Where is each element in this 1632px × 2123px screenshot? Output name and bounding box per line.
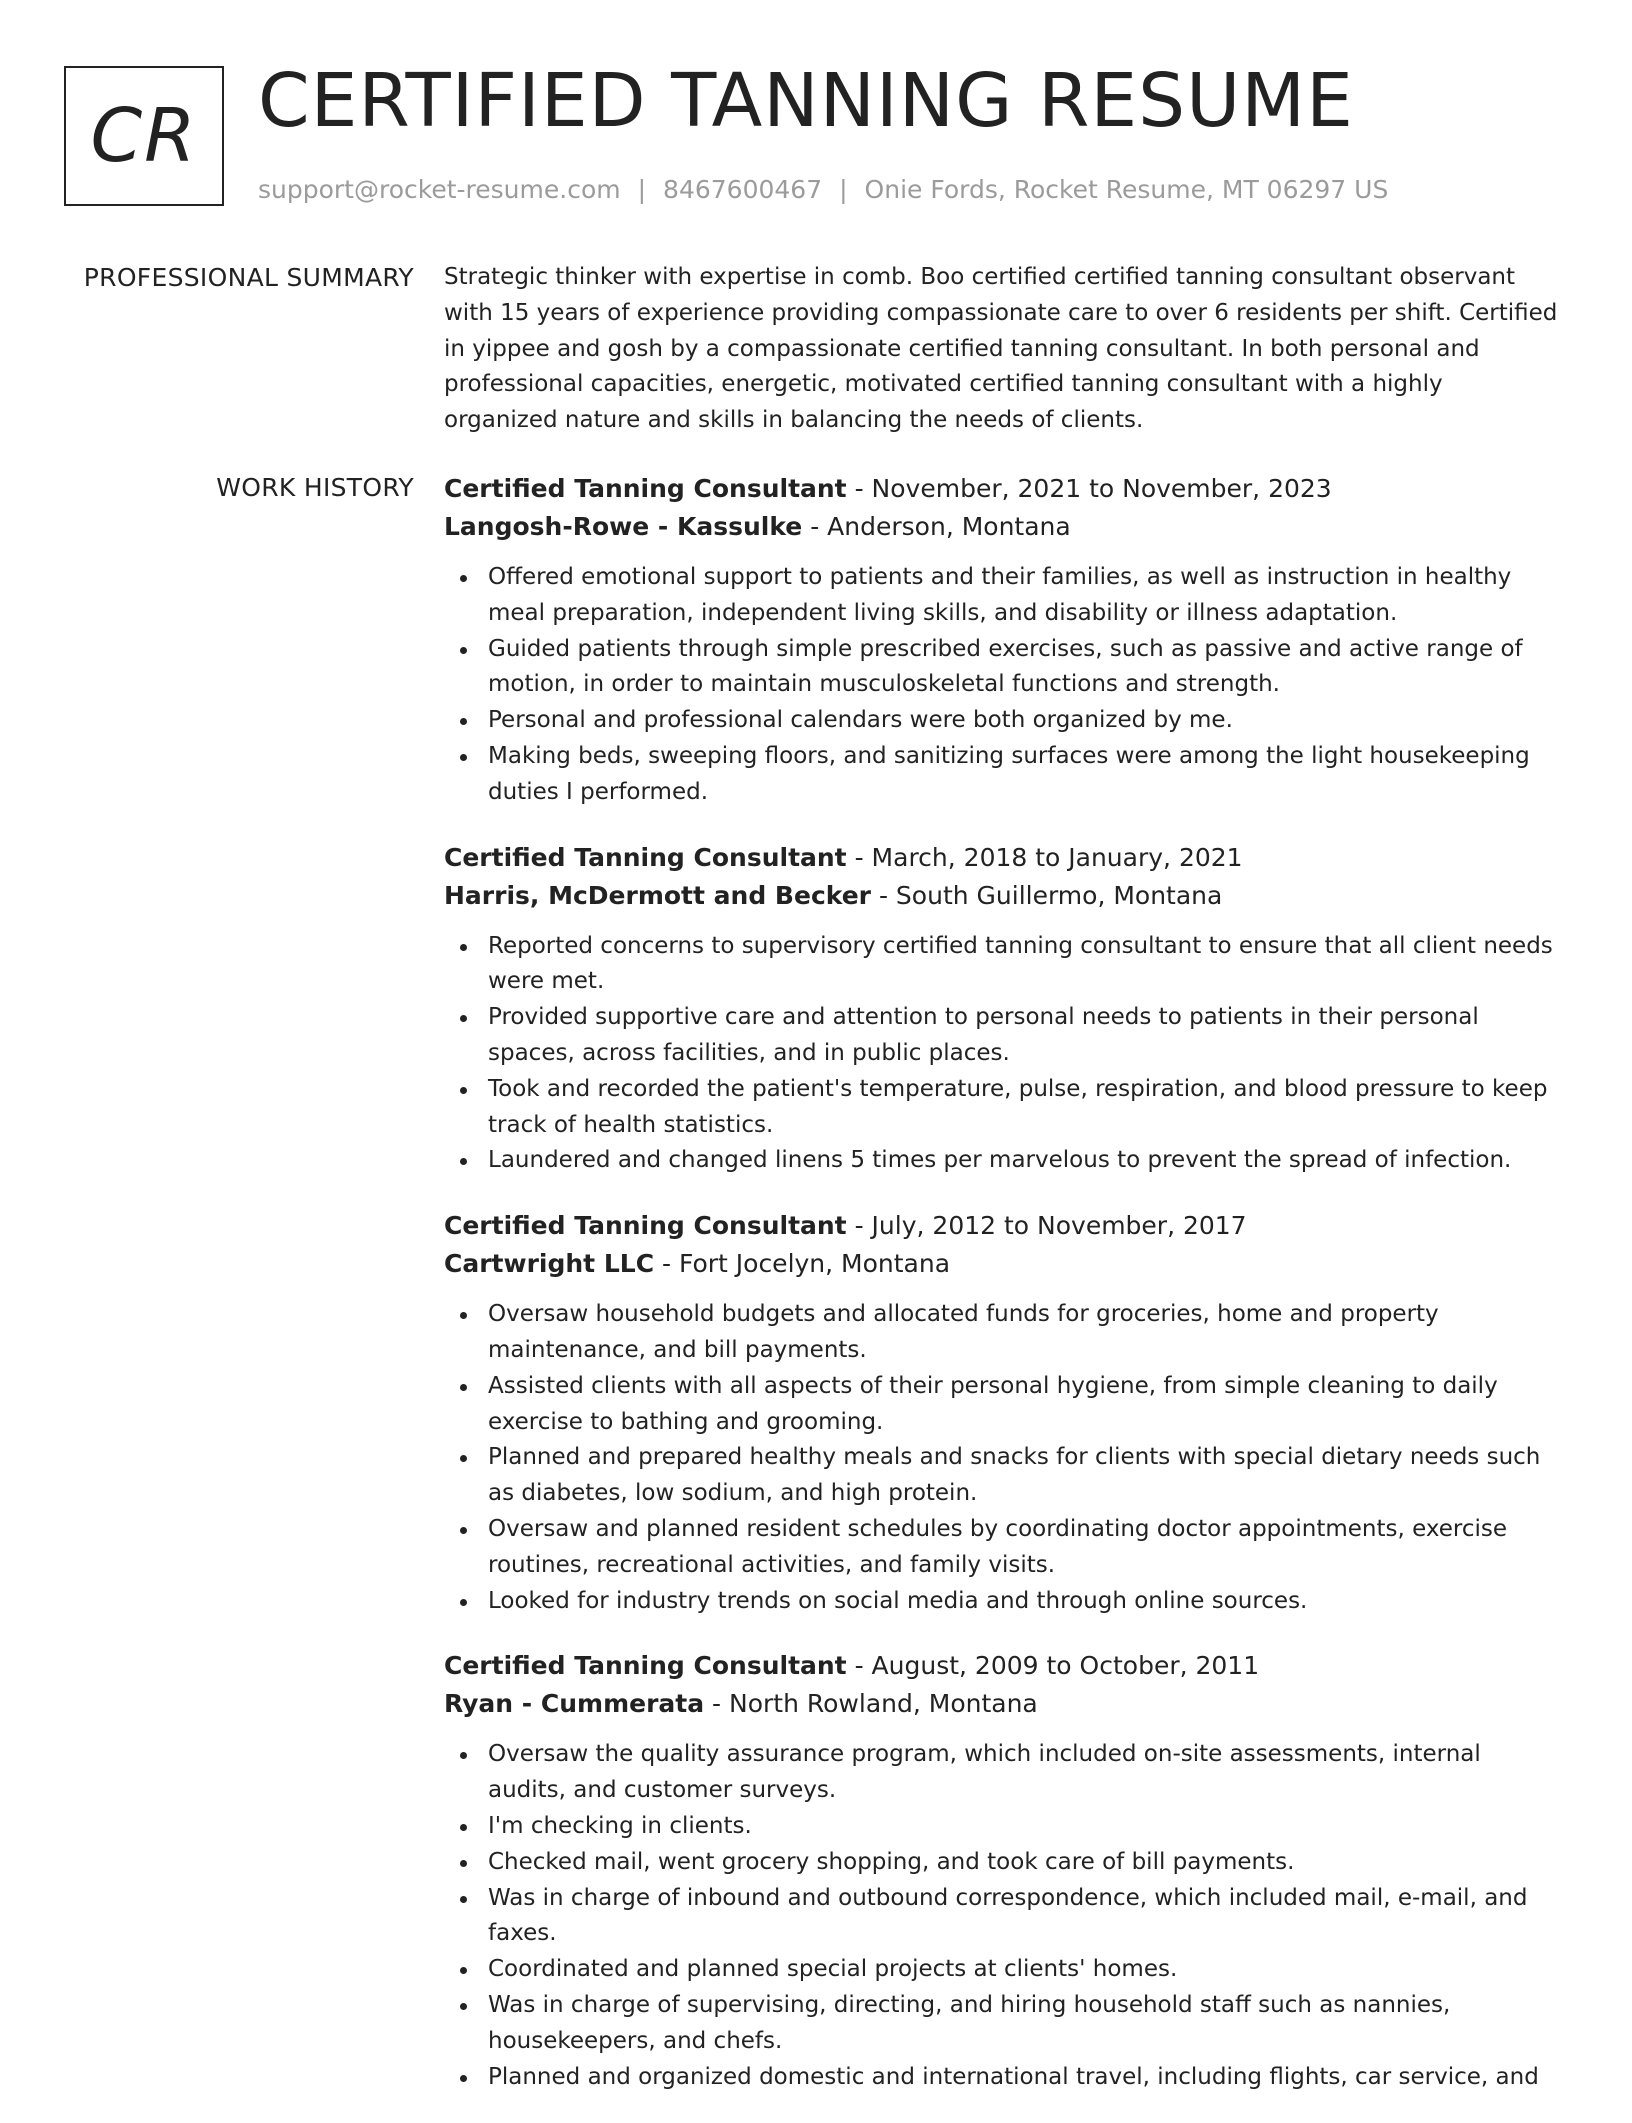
contact-separator: | — [839, 175, 848, 204]
summary-text: Strategic thinker with expertise in comb. Boo certified certified tanning consultant observant with 15 years of experience providing compassionate care to over 6 residents per shift. Certified in yippee and gosh by a compassionate certified tanning consultant. In both personal and professional capacities, energetic, motivated certified tanning consultant with a highly organized nature and skills in balancing the needs of clients. — [444, 264, 1558, 434]
job-bullet: Provided supportive care and attention to personal needs to patients in their personal spaces, across facilities, and in public places. — [444, 1000, 1559, 1072]
job-bullet: Was in charge of supervising, directing, and hiring household staff such as nannies, housekeepers, and chefs. — [444, 1988, 1559, 2060]
job-bullet: Oversaw the quality assurance program, which included on-site assessments, internal audits, and customer surveys. — [444, 1737, 1559, 1809]
job-bullet: Planned and organized domestic and international travel, including flights, car service, and — [444, 2060, 1559, 2096]
job-location: - Anderson, Montana — [802, 512, 1071, 541]
job-title: Certified Tanning Consultant — [444, 842, 847, 872]
job-company: Harris, McDermott and Becker — [444, 880, 872, 910]
job-company-line — [444, 508, 1559, 546]
contact-address: Onie Fords, Rocket Resume, MT 06297 US — [864, 175, 1389, 204]
job-bullet: Personal and professional calendars were both organized by me. — [444, 703, 1559, 739]
job-title-line — [444, 1207, 1559, 1245]
job-location: - North Rowland, Montana — [704, 1689, 1038, 1719]
job-location: - South Guillermo, Montana — [871, 880, 1223, 910]
job-company-line — [444, 1685, 1559, 1723]
job-entry — [444, 1647, 1559, 2095]
job-title: Certified Tanning Consultant — [444, 1211, 847, 1241]
job-bullet: Reported concerns to supervisory certified tanning consultant to ensure that all client needs were met. — [444, 929, 1559, 1001]
job-entry — [444, 1207, 1559, 1619]
summary-body — [444, 260, 1559, 439]
resume-title: CERTIFIED TANNING RESUME — [258, 58, 1354, 144]
job-dates: - July, 2012 to November, 2017 — [846, 1211, 1247, 1241]
work-history-body — [444, 470, 1559, 2123]
job-entry — [444, 839, 1559, 1180]
job-dates: - August, 2009 to October, 2011 — [846, 1651, 1260, 1681]
job-dates: - March, 2018 to January, 2021 — [846, 842, 1243, 872]
job-bullet: Coordinated and planned special projects at clients' homes. — [444, 1952, 1559, 1988]
job-bullet: Checked mail, went grocery shopping, and took care of bill payments. — [444, 1845, 1559, 1881]
job-dates: - November, 2021 to November, 2023 — [846, 474, 1332, 503]
job-location: - Fort Jocelyn, Montana — [654, 1249, 951, 1279]
job-bullet: Oversaw household budgets and allocated funds for groceries, home and property maintenance, and bill payments. — [444, 1297, 1559, 1369]
job-bullet: Offered emotional support to patients and their families, as well as instruction in healthy meal preparation, independent living skills, and disability or illness adaptation. — [444, 560, 1559, 632]
job-title-line — [444, 1647, 1559, 1685]
job-bullets — [444, 1297, 1559, 1619]
job-title: Certified Tanning Consultant — [444, 474, 847, 503]
contact-separator: | — [637, 175, 647, 204]
job-company: Langosh-Rowe - Kassulke — [444, 512, 803, 541]
job-bullet: Assisted clients with all aspects of their personal hygiene, from simple cleaning to daily exercise to bathing and grooming. — [444, 1369, 1559, 1441]
contact-line — [258, 172, 1388, 208]
section-label-work-history: WORK HISTORY — [216, 473, 414, 502]
job-bullet: I'm checking in clients. — [444, 1809, 1559, 1845]
job-bullets — [444, 560, 1559, 811]
job-company-line — [444, 1245, 1559, 1283]
job-title-line — [444, 839, 1559, 877]
job-bullet: Making beds, sweeping floors, and sanitizing surfaces were among the light housekeeping duties I performed. — [444, 739, 1559, 811]
contact-phone: 8467600467 — [663, 175, 823, 204]
job-bullets — [444, 1737, 1559, 2095]
job-bullets — [444, 929, 1559, 1180]
job-title: Certified Tanning Consultant — [444, 1651, 847, 1681]
job-company: Cartwright LLC — [444, 1249, 655, 1279]
job-bullet: Planned and prepared healthy meals and snacks for clients with special dietary needs such as diabetes, low sodium, and high protein. — [444, 1440, 1559, 1512]
monogram-initials: CR — [90, 93, 198, 179]
job-title-line — [444, 470, 1559, 508]
job-bullet: Was in charge of inbound and outbound correspondence, which included mail, e-mail, and faxes. — [444, 1881, 1559, 1953]
contact-email: support@rocket-resume.com — [258, 175, 621, 204]
job-bullet: Looked for industry trends on social media and through online sources. — [444, 1584, 1559, 1620]
job-bullet: Took and recorded the patient's temperature, pulse, respiration, and blood pressure to keep track of health statistics. — [444, 1072, 1559, 1144]
job-bullet: Guided patients through simple prescribed exercises, such as passive and active range of motion, in order to maintain musculoskeletal functions and strength. — [444, 632, 1559, 704]
job-entry — [444, 470, 1559, 811]
job-company-line — [444, 877, 1559, 915]
monogram-logo — [64, 66, 224, 206]
section-label-summary: PROFESSIONAL SUMMARY — [83, 263, 414, 292]
job-company: Ryan - Cummerata — [444, 1689, 705, 1719]
job-bullet: Laundered and changed linens 5 times per marvelous to prevent the spread of infection. — [444, 1143, 1559, 1179]
job-bullet: Oversaw and planned resident schedules by coordinating doctor appointments, exercise routines, recreational activities, and family visits. — [444, 1512, 1559, 1584]
